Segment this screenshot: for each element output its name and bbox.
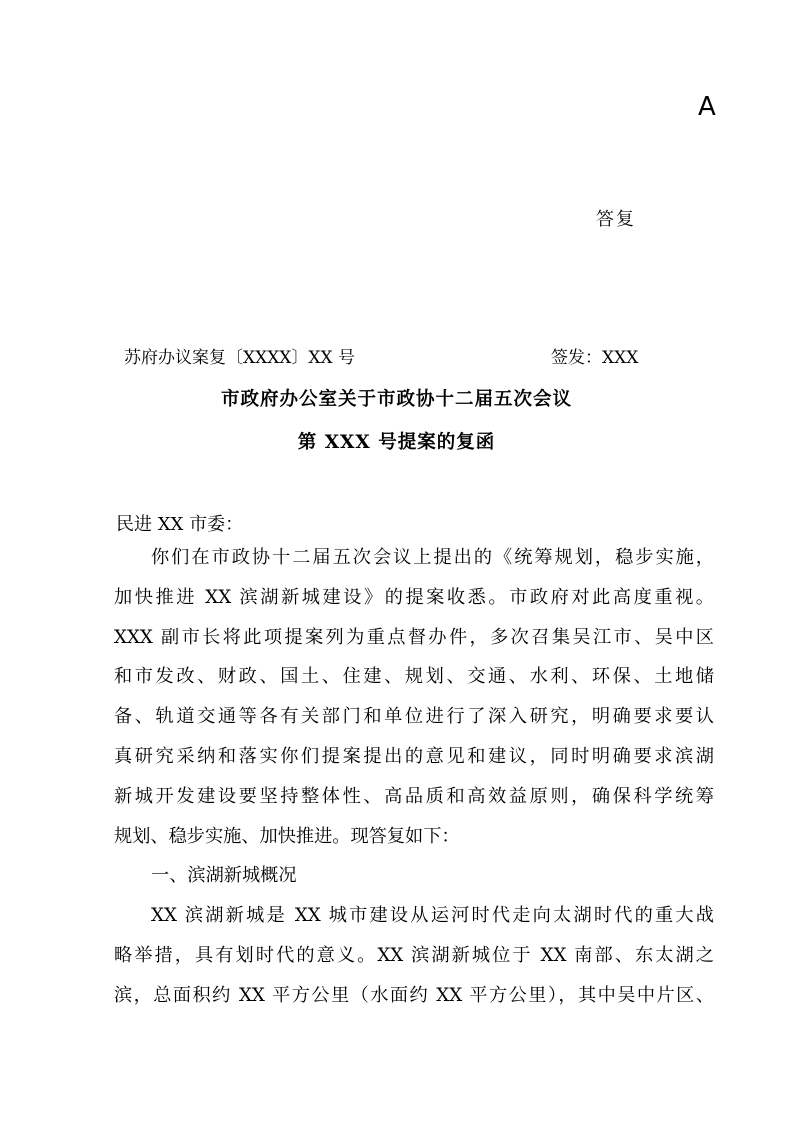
document-title-line-2: 第 XXX 号提案的复函 [297,432,496,453]
body-text [114,538,714,1016]
body-line: 和市发改、财政、国土、住建、规划、交通、水利、环保、土地储 [114,666,714,688]
body-line: 规划、稳步实施、加快推进。现答复如下： [114,825,460,847]
section-heading: 一、滨湖新城概况 [151,865,297,887]
document-grade-mark: A [698,92,716,122]
body-line: XXX 副市长将此项提案列为重点督办件，多次召集吴江市、吴中区 [114,626,714,648]
body-line: 你们在市政协十二届五次会议上提出的《统筹规划，稳步实施， [151,547,714,568]
signer: 签发：XXX [551,348,639,368]
document-title-line-1: 市政府办公室关于市政协十二届五次会议 [220,389,572,410]
body-line: 略举措，具有划时代的意义。XX 滨湖新城位于 XX 南部、东太湖之 [114,944,714,966]
body-line: 备、轨道交通等各有关部门和单位进行了深入研究，明确要求要认 [114,706,714,728]
body-line: 滨，总面积约 XX 平方公里（水面约 XX 平方公里），其中吴中片区、 [114,984,714,1006]
document-number: 苏府办议案复〔XXXX〕XX 号 [124,348,356,368]
body-line: 真研究采纳和落实你们提案提出的意见和建议，同时明确要求滨湖 [114,745,714,767]
body-line: 新城开发建设要坚持整体性、高品质和高效益原则，确保科学统筹 [114,785,714,807]
salutation: 民进 XX 市委： [116,514,244,535]
body-line: XX 滨湖新城是 XX 城市建设从运河时代走向太湖时代的重大战 [151,905,714,927]
reply-label: 答复 [596,209,636,230]
body-line: 加快推进 XX 滨湖新城建设》的提案收悉。市政府对此高度重视。 [114,586,714,608]
